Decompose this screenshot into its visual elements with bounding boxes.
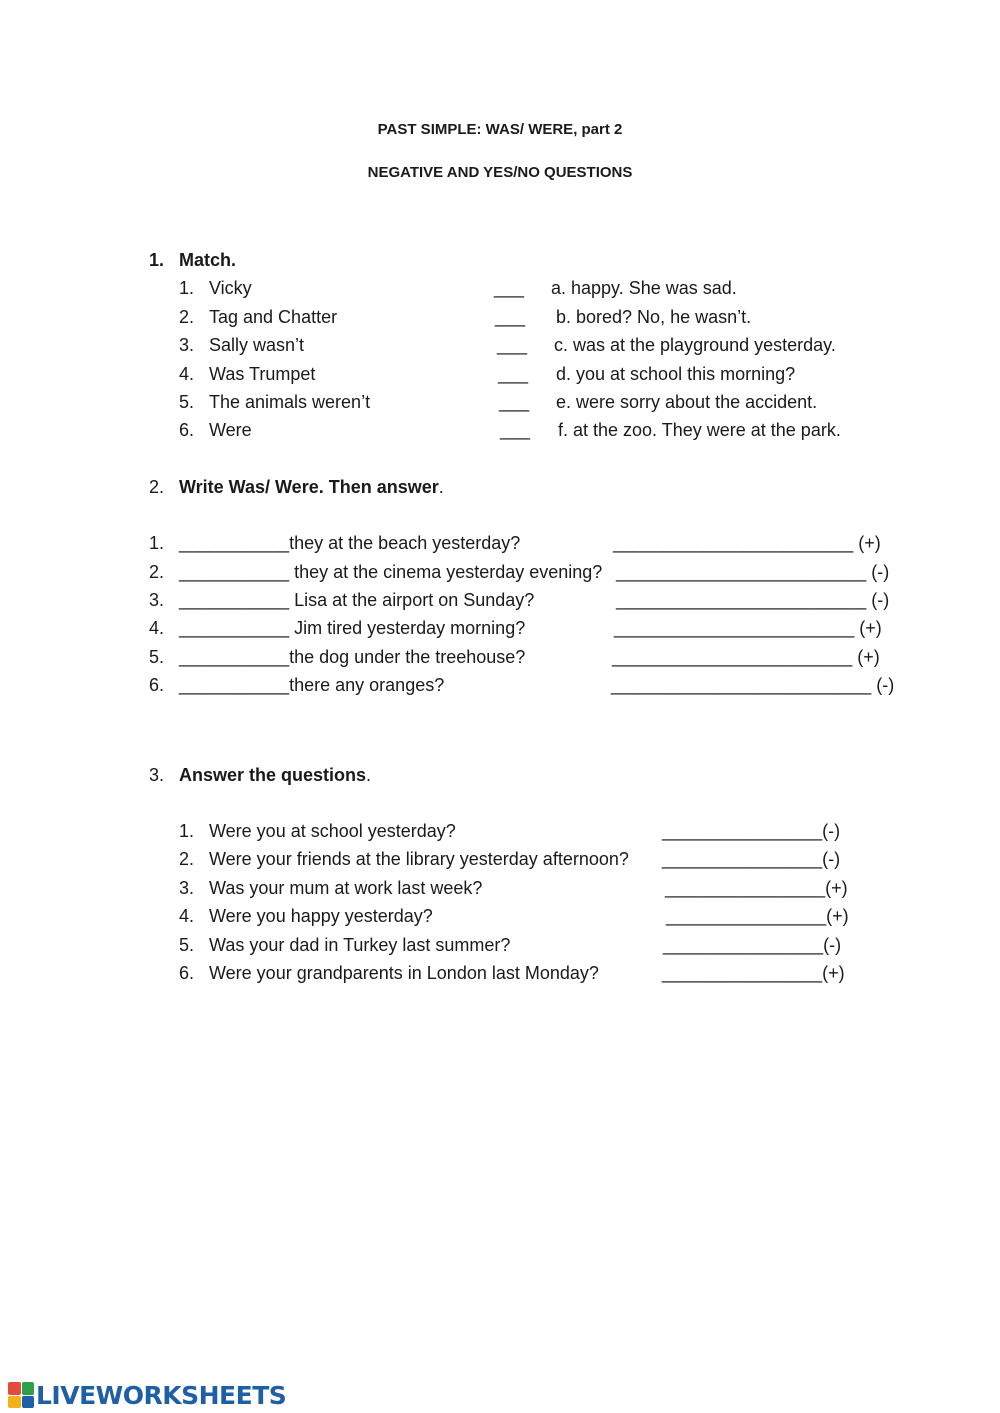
fill-in-question[interactable]: ___________the dog under the treehouse? [179,647,526,667]
liveworksheets-logo[interactable] [8,1381,286,1409]
match-item-right: a. happy. She was sad. [551,278,737,298]
match-item-number: 1. [179,278,195,298]
section3-heading-period: . [366,765,372,785]
match-item-right: d. you at school this morning? [556,364,796,384]
match-item-number: 2. [179,307,195,327]
question-number: 2. [179,849,195,869]
question-number: 6. [179,963,195,983]
answer-line[interactable]: ________________(-) [663,935,842,955]
match-item-left: Was Trumpet [209,364,316,384]
fill-in-question[interactable]: ___________there any oranges? [179,675,445,695]
question-number: 3. [149,590,165,610]
match-item-right: b. bored? No, he wasn’t. [556,307,752,327]
question-number: 4. [149,618,165,638]
match-item-left: Vicky [209,278,252,298]
answer-line[interactable]: ________________________ (+) [612,647,880,667]
section3-heading [179,765,371,785]
question-number: 1. [149,533,165,553]
question-number: 4. [179,906,195,926]
match-blank[interactable]: ___ [495,307,526,327]
logo-square [8,1396,21,1409]
match-blank[interactable]: ___ [499,392,530,412]
match-item-right: c. was at the playground yesterday. [554,335,836,355]
match-item-left: Tag and Chatter [209,307,338,327]
answer-line[interactable]: _________________________ (-) [616,590,890,610]
logo-square [8,1382,21,1395]
fill-in-question[interactable]: ___________ Jim tired yesterday morning? [179,618,526,638]
answer-line[interactable]: _________________________ (-) [616,562,890,582]
question-text: Were your grandparents in London last Monday? [209,963,599,983]
answer-line[interactable]: ________________________ (+) [613,533,881,553]
match-item-right: e. were sorry about the accident. [556,392,818,412]
match-item-left: The animals weren’t [209,392,371,412]
match-item-left: Were [209,420,252,440]
question-text: Were you happy yesterday? [209,906,433,926]
logo-text: LIVEWORKSHEETS [36,1380,287,1410]
section2-heading-period: . [438,477,444,497]
logo-square [22,1382,35,1395]
question-number: 5. [149,647,165,667]
question-number: 3. [179,878,195,898]
page-title: PAST SIMPLE: WAS/ WERE, part 2 [377,121,623,138]
logo-square [22,1396,35,1409]
match-blank[interactable]: ___ [500,420,531,440]
liveworksheets-logo-icon [8,1382,34,1408]
match-blank[interactable]: ___ [498,364,529,384]
answer-line[interactable]: ________________(+) [665,878,848,898]
section3-number: 3. [149,765,165,785]
answer-line[interactable]: __________________________ (-) [611,675,895,695]
page-subtitle: NEGATIVE AND YES/NO QUESTIONS [367,164,633,181]
answer-line[interactable]: ________________(+) [666,906,849,926]
match-blank[interactable]: ___ [497,335,528,355]
section2-number: 2. [149,477,165,497]
answer-line[interactable]: ________________(-) [662,821,841,841]
section2-heading [179,477,444,497]
match-item-left: Sally wasn’t [209,335,305,355]
match-item-right: f. at the zoo. They were at the park. [558,420,841,440]
question-text: Was your mum at work last week? [209,878,483,898]
match-item-number: 4. [179,364,195,384]
question-number: 1. [179,821,195,841]
question-number: 6. [149,675,165,695]
question-number: 5. [179,935,195,955]
question-text: Were you at school yesterday? [209,821,456,841]
question-number: 2. [149,562,165,582]
section1-number: 1. [149,250,165,270]
answer-line[interactable]: ________________(+) [662,963,845,983]
fill-in-question[interactable]: ___________ they at the cinema yesterday evening? [179,562,603,582]
section1-heading: Match. [179,250,237,270]
section3-heading-text: Answer the questions [179,765,367,785]
fill-in-question[interactable]: ___________ Lisa at the airport on Sunday? [179,590,535,610]
match-item-number: 3. [179,335,195,355]
question-text: Were your friends at the library yesterday afternoon? [209,849,629,869]
fill-in-question[interactable]: ___________they at the beach yesterday? [179,533,521,553]
match-blank[interactable]: ___ [494,278,525,298]
answer-line[interactable]: ________________________ (+) [614,618,882,638]
match-item-number: 6. [179,420,195,440]
match-item-number: 5. [179,392,195,412]
answer-line[interactable]: ________________(-) [662,849,841,869]
question-text: Was your dad in Turkey last summer? [209,935,511,955]
section2-heading-text: Write Was/ Were. Then answer [179,477,439,497]
